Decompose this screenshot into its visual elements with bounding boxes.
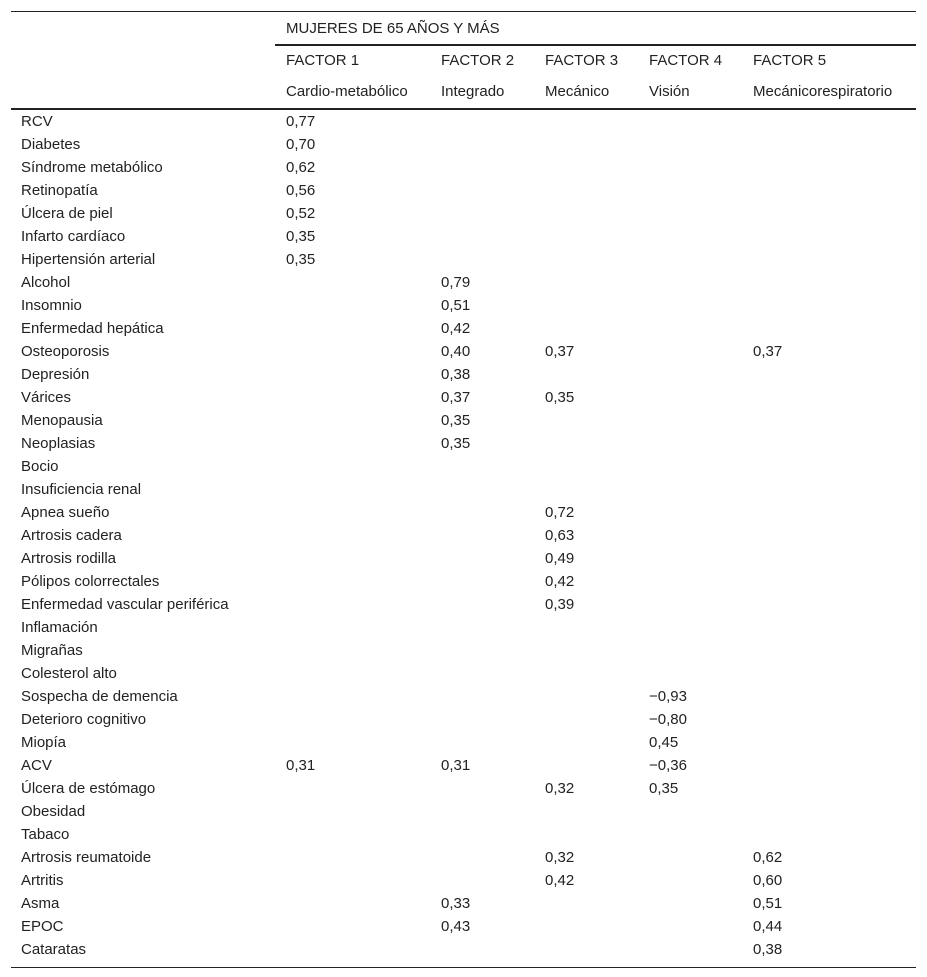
factor-loadings-table — [11, 11, 916, 968]
row-label: Inflamación — [21, 619, 98, 636]
row-label: Insuficiencia renal — [21, 481, 142, 498]
row-label: Cataratas — [21, 941, 87, 958]
table-row — [11, 386, 916, 409]
row-label: Várices — [21, 389, 72, 406]
row-label: Diabetes — [21, 136, 81, 153]
row-label: Depresión — [21, 366, 90, 383]
loading-value: 0,63 — [545, 527, 575, 544]
loading-value: 0,51 — [753, 895, 783, 912]
loading-value: 0,35 — [545, 389, 575, 406]
table-row — [11, 685, 916, 708]
factor-subtitle: Visión — [649, 83, 690, 100]
table-row — [11, 156, 916, 179]
row-label: EPOC — [21, 918, 64, 935]
loading-value: 0,32 — [545, 849, 575, 866]
row-label: Migrañas — [21, 642, 83, 659]
table-row — [11, 547, 916, 570]
table-row — [11, 938, 916, 961]
loading-value: 0,35 — [441, 412, 471, 429]
row-label: Asma — [21, 895, 60, 912]
loading-value: 0,42 — [545, 872, 575, 889]
row-label: Deterioro cognitivo — [21, 711, 147, 728]
loading-value: 0,45 — [649, 734, 679, 751]
row-label: Colesterol alto — [21, 665, 117, 682]
loading-value: 0,62 — [286, 159, 316, 176]
row-label: Tabaco — [21, 826, 70, 843]
table-row — [11, 777, 916, 800]
table-bottom-rule — [11, 967, 916, 968]
table-row — [11, 915, 916, 938]
row-label: Apnea sueño — [21, 504, 110, 521]
table-body — [11, 110, 916, 961]
loading-value: 0,42 — [441, 320, 471, 337]
factor-subtitle: Cardio-metabólico — [286, 83, 408, 100]
table-row — [11, 432, 916, 455]
table-row — [11, 133, 916, 156]
loading-value: 0,70 — [286, 136, 316, 153]
loading-value: 0,37 — [441, 389, 471, 406]
loading-value: 0,31 — [441, 757, 471, 774]
factor-subtitle: Mecánico — [545, 83, 610, 100]
loading-value: 0,33 — [441, 895, 471, 912]
loading-value: 0,35 — [286, 228, 316, 245]
table-row — [11, 179, 916, 202]
row-label: Úlcera de estómago — [21, 780, 156, 797]
table-row — [11, 501, 916, 524]
loading-value: 0,52 — [286, 205, 316, 222]
table-row — [11, 869, 916, 892]
row-label: Pólipos colorrectales — [21, 573, 160, 590]
table-row — [11, 271, 916, 294]
loading-value: 0,38 — [753, 941, 783, 958]
loading-value: −0,36 — [649, 757, 687, 774]
loading-value: 0,42 — [545, 573, 575, 590]
table-row — [11, 708, 916, 731]
loading-value: 0,44 — [753, 918, 783, 935]
loading-value: 0,49 — [545, 550, 575, 567]
factor-label: FACTOR 2 — [441, 52, 515, 69]
loading-value: 0,31 — [286, 757, 316, 774]
row-label: Enfermedad hepática — [21, 320, 164, 337]
table-row — [11, 846, 916, 869]
row-label: Osteoporosis — [21, 343, 110, 360]
table-row — [11, 524, 916, 547]
table-row — [11, 892, 916, 915]
row-label: Retinopatía — [21, 182, 98, 199]
loading-value: 0,56 — [286, 182, 316, 199]
table-row — [11, 294, 916, 317]
loading-value: 0,32 — [545, 780, 575, 797]
factor-label: FACTOR 3 — [545, 52, 619, 69]
loading-value: 0,77 — [286, 113, 316, 130]
row-label: Artrosis cadera — [21, 527, 122, 544]
group-header: MUJERES DE 65 AÑOS Y MÁS — [286, 20, 500, 37]
loading-value: 0,51 — [441, 297, 471, 314]
loading-value: 0,60 — [753, 872, 783, 889]
row-label: Neoplasias — [21, 435, 96, 452]
loading-value: 0,62 — [753, 849, 783, 866]
row-label: Úlcera de piel — [21, 205, 113, 222]
row-label: Síndrome metabólico — [21, 159, 163, 176]
table-row — [11, 110, 916, 133]
loading-value: 0,39 — [545, 596, 575, 613]
table-row — [11, 409, 916, 432]
row-label: Artritis — [21, 872, 64, 889]
row-label: Obesidad — [21, 803, 86, 820]
loading-value: −0,93 — [649, 688, 687, 705]
row-label: Insomnio — [21, 297, 82, 314]
table-row — [11, 455, 916, 478]
group-header-rule — [275, 44, 916, 46]
row-label: Alcohol — [21, 274, 71, 291]
factor-label: FACTOR 1 — [286, 52, 360, 69]
table-row — [11, 800, 916, 823]
table-row — [11, 731, 916, 754]
table-row — [11, 340, 916, 363]
factor-subtitle: Integrado — [441, 83, 505, 100]
row-label: Menopausia — [21, 412, 103, 429]
row-label: Hipertensión arterial — [21, 251, 156, 268]
row-label: Artrosis reumatoide — [21, 849, 152, 866]
table-row — [11, 754, 916, 777]
table-row — [11, 363, 916, 386]
table-row — [11, 639, 916, 662]
table-row — [11, 662, 916, 685]
row-label: ACV — [21, 757, 52, 774]
table-row — [11, 225, 916, 248]
row-label: Infarto cardíaco — [21, 228, 126, 245]
loading-value: 0,79 — [441, 274, 471, 291]
loading-value: 0,35 — [441, 435, 471, 452]
table-row — [11, 317, 916, 340]
loading-value: 0,40 — [441, 343, 471, 360]
row-label: Enfermedad vascular periférica — [21, 596, 229, 613]
factor-label: FACTOR 4 — [649, 52, 723, 69]
row-label: Miopía — [21, 734, 67, 751]
table-row — [11, 478, 916, 501]
loading-value: 0,38 — [441, 366, 471, 383]
loading-value: 0,35 — [649, 780, 679, 797]
loading-value: 0,43 — [441, 918, 471, 935]
loading-value: 0,37 — [753, 343, 783, 360]
factor-subtitle: Mecánicorespiratorio — [753, 83, 893, 100]
table-row — [11, 570, 916, 593]
table-row — [11, 248, 916, 271]
row-label: Bocio — [21, 458, 59, 475]
loading-value: −0,80 — [649, 711, 687, 728]
loading-value: 0,37 — [545, 343, 575, 360]
row-label: Sospecha de demencia — [21, 688, 178, 705]
loading-value: 0,72 — [545, 504, 575, 521]
loading-value: 0,35 — [286, 251, 316, 268]
table-row — [11, 202, 916, 225]
row-label: Artrosis rodilla — [21, 550, 117, 567]
table-row — [11, 823, 916, 846]
table-row — [11, 593, 916, 616]
table-header — [11, 11, 916, 110]
table-row — [11, 616, 916, 639]
row-label: RCV — [21, 113, 53, 130]
factor-label: FACTOR 5 — [753, 52, 827, 69]
